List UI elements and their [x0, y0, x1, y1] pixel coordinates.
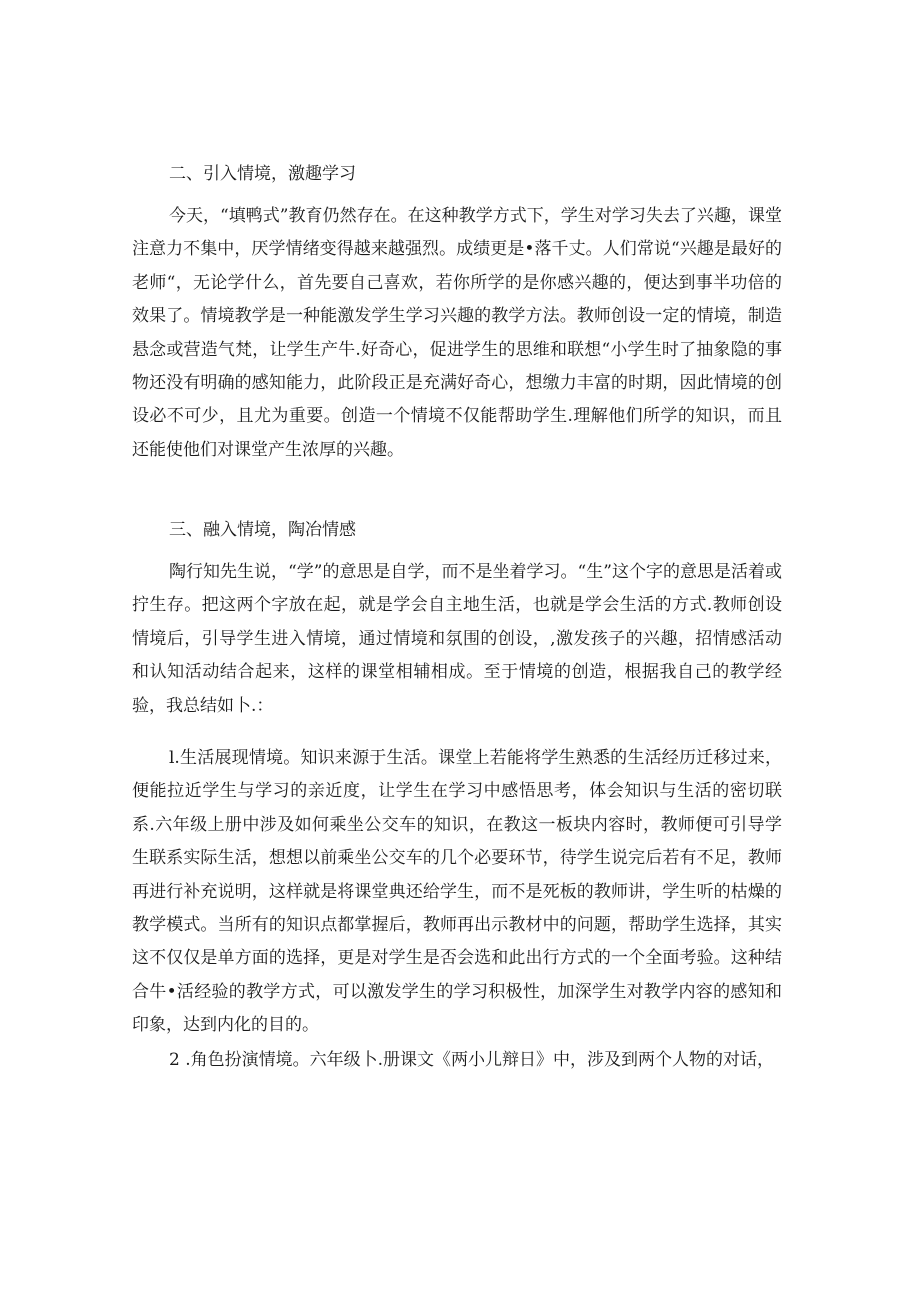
section-2-paragraph: 今天，“填鸭式”教育仍然存在。在这种教学方式下，学生对学习失去了兴趣，课堂注意力不集中，厌学情绪变得越来越强烈。成绩更是•落千丈。人们常说“兴趣是最好的老师“，无论学什么，首先要自己喜欢，若你所学的是你感兴趣的，便达到事半功倍的效果了。情境教学是一种能激发学生学习兴趣的教学方法。教师创设一定的情境，制造悬念或营造气梵，让学生产牛.好奇心，促进学生的思维和联想“小学生时了抽象隐的事物还没有明确的感知能力，此阶段正是充满好奇心，想缴力丰富的时期，因此情境的创设必不可少，且尤为重要。创造一个情境不仅能帮助学生.理解他们所学的知识，而且还能使他们对课堂产生浓厚的兴趣。 [132, 206, 782, 460]
section-3-paragraph: 陶行知先生说，“学”的意思是自学，而不是坐着学习。“生”这个字的意思是活着或拧生存。把这两个字放在起，就是学会自主地生活，也就是学会生活的方式.教师创设情境后，引导学生进入情境，通过情境和氛围的创设，,激发孩子的兴趣，招情感活动和认知活动结合起来，这样的课堂相辅相成。至于情境的创造，根据我自己的教学经验，我总结如卜.： [132, 562, 782, 716]
section-heading-3: 三、融入情境，陶冶情感 [169, 520, 356, 540]
list-item-1-paragraph: l.生活展现情境。知识来源于生活。课堂上若能将学生熟悉的生活经历迁移过来，便能拉近学生与学习的亲近度，让学生在学习中感悟思考，体会知识与生活的密切联系.六年级上册中涉及如何乘坐公交车的知识，在教这一板块内容时，教师便可引导学生联系实际生活，想想以前乘坐公交车的几个必要环节，待学生说完后若有不足，教师再进行补充说明，这样就是将课堂典还给学生，而不是死板的教师讲，学生听的枯燥的教学模式。当所有的知识点都掌握后，教师再出示教材中的问题，帮助学生选择，其实这不仅仅是单方面的选择，更是对学生是否会选和此出行方式的一个全面考验。这种结合牛•活经验的教学方式，可以激发学生的学习积极性，加深学生对教学内容的感知和印象，达到内化的目的。 [132, 748, 782, 1036]
list-item-2-paragraph: 2 .角色扮演情境。六年级卜.册课文《两小儿辩日》中，涉及到两个人物的对话， [169, 1050, 775, 1070]
section-heading-2: 二、引入情境，激趣学习 [169, 164, 356, 184]
